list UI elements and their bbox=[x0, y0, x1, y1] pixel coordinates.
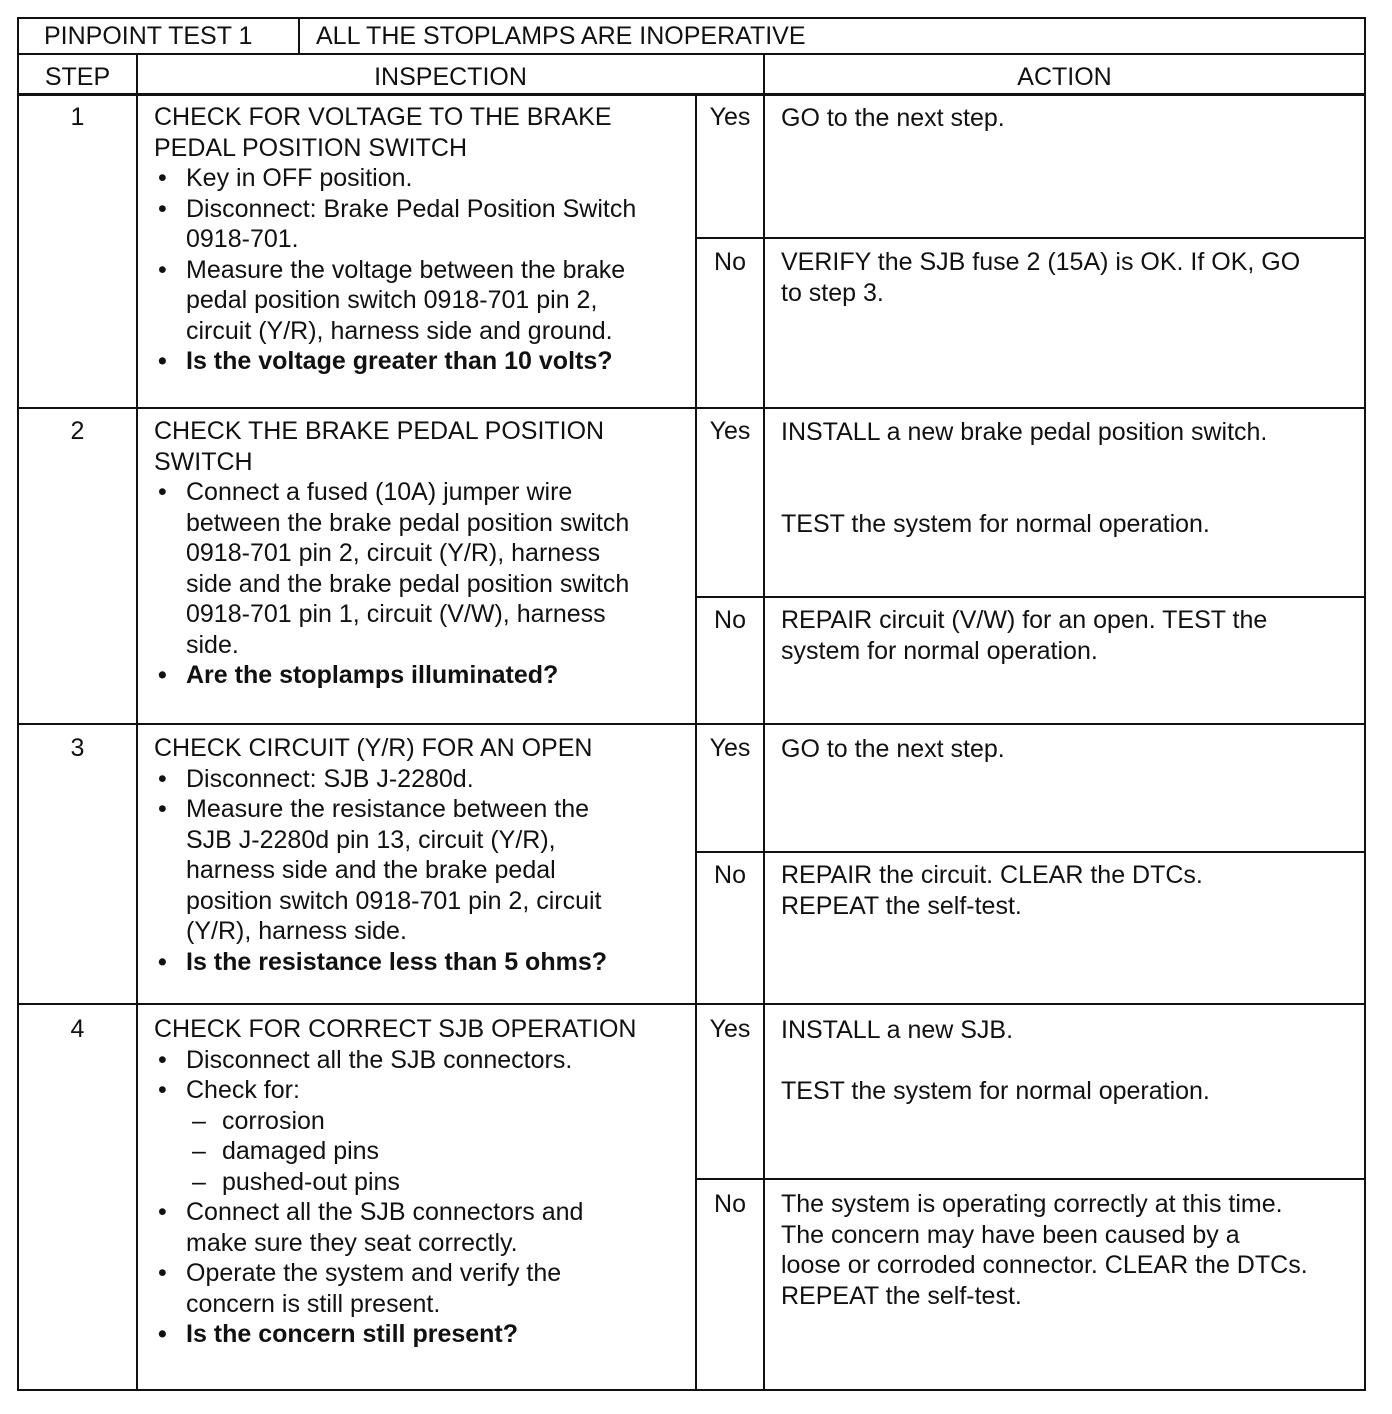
rule-header-bottom bbox=[17, 53, 1366, 55]
inspection-question: • Is the concern still present? bbox=[154, 1319, 636, 1350]
step-inspection bbox=[154, 416, 629, 691]
no-label: No bbox=[714, 248, 746, 276]
step-title-line: CHECK CIRCUIT (Y/R) FOR AN OPEN bbox=[154, 734, 593, 762]
no-label: No bbox=[714, 1190, 746, 1218]
yes-action-followup: TEST the system for normal operation. bbox=[781, 510, 1210, 538]
step-title-line: PEDAL POSITION SWITCH bbox=[154, 133, 468, 162]
inspection-bullet: • Disconnect: SJB J-2280d. bbox=[154, 764, 607, 795]
step-title-line: SWITCH bbox=[154, 447, 253, 476]
inspection-bullet: • Disconnect all the SJB connectors. bbox=[154, 1045, 636, 1076]
yes-label: Yes bbox=[709, 1015, 751, 1043]
no-action: The system is operating correctly at this time. The concern may have been caused by a loose or corroded connector. CLEAR the DTCs. REPEAT the self-test. bbox=[781, 1190, 1308, 1310]
rule-step4-yesno bbox=[696, 1178, 1366, 1180]
no-action: REPAIR the circuit. CLEAR the DTCs. REPEAT the self-test. bbox=[781, 861, 1203, 920]
column-inspection: INSPECTION bbox=[374, 63, 527, 91]
step-number: 4 bbox=[70, 1015, 85, 1043]
column-step: STEP bbox=[44, 63, 111, 91]
yes-action: INSTALL a new SJB. bbox=[781, 1016, 1014, 1044]
rule-colhead-bottom bbox=[17, 93, 1366, 96]
test-title: ALL THE STOPLAMPS ARE INOPERATIVE bbox=[316, 22, 806, 50]
step-title-line: CHECK FOR VOLTAGE TO THE BRAKE bbox=[154, 103, 612, 131]
inspection-bullet: • Measure the voltage between the brake pedal position switch 0918-701 pin 2, circuit (Y/R), harness side and ground. bbox=[154, 255, 636, 347]
check-item: – pushed-out pins bbox=[192, 1167, 636, 1198]
rule-step2-yesno bbox=[696, 596, 1366, 598]
column-action: ACTION bbox=[1017, 63, 1112, 91]
step-title-line: CHECK THE BRAKE PEDAL POSITION bbox=[154, 417, 605, 445]
inspection-bullet: • Key in OFF position. bbox=[154, 163, 636, 194]
no-label: No bbox=[714, 606, 746, 634]
step-title-line: CHECK FOR CORRECT SJB OPERATION bbox=[154, 1015, 637, 1043]
no-action: REPAIR circuit (V/W) for an open. TEST the system for normal operation. bbox=[781, 606, 1268, 665]
inspection-bullet: • Disconnect: Brake Pedal Position Switch 0918-701. bbox=[154, 194, 636, 255]
step-number: 1 bbox=[70, 103, 85, 131]
inspection-bullet: • Operate the system and verify the concern is still present. bbox=[154, 1258, 636, 1319]
step-inspection bbox=[154, 102, 636, 377]
yes-action-followup: TEST the system for normal operation. bbox=[781, 1077, 1210, 1105]
test-id: PINPOINT TEST 1 bbox=[44, 22, 253, 50]
inspection-bullet: • Check for: – corrosion – damaged pins – pushed-out pins bbox=[154, 1075, 636, 1197]
no-action: VERIFY the SJB fuse 2 (15A) is OK. If OK, GO to step 3. bbox=[781, 248, 1301, 307]
yes-action: INSTALL a new brake pedal position switch. bbox=[781, 418, 1268, 446]
yes-label: Yes bbox=[709, 103, 751, 131]
inspection-question: • Are the stoplamps illuminated? bbox=[154, 660, 629, 691]
rule-action-col bbox=[763, 54, 765, 1391]
inspection-bullet: • Connect a fused (10A) jumper wire between the brake pedal position switch 0918-701 pin 2, circuit (Y/R), harness side and the brake pedal position switch 0918-701 pin 1, circuit (V/W), harness side. bbox=[154, 477, 629, 660]
step-inspection bbox=[154, 1014, 636, 1350]
rule-step2-bottom bbox=[17, 723, 1366, 725]
check-item: – corrosion bbox=[192, 1106, 636, 1137]
yes-action: GO to the next step. bbox=[781, 735, 1005, 763]
yes-label: Yes bbox=[709, 734, 751, 762]
step-inspection bbox=[154, 733, 607, 977]
inspection-question: • Is the voltage greater than 10 volts? bbox=[154, 346, 636, 377]
no-label: No bbox=[714, 861, 746, 889]
inspection-bullet: • Measure the resistance between the SJB J-2280d pin 13, circuit (Y/R), harness side and the brake pedal position switch 0918-701 pin 2, circuit (Y/R), harness side. bbox=[154, 794, 607, 947]
inspection-question: • Is the resistance less than 5 ohms? bbox=[154, 947, 607, 978]
rule-step3-bottom bbox=[17, 1003, 1366, 1005]
yes-label: Yes bbox=[709, 417, 751, 445]
rule-step3-yesno bbox=[696, 851, 1366, 853]
rule-step1-yesno bbox=[696, 237, 1366, 239]
inspection-bullet: • Connect all the SJB connectors and make sure they seat correctly. bbox=[154, 1197, 636, 1258]
rule-step-col bbox=[136, 54, 138, 1391]
check-item: – damaged pins bbox=[192, 1136, 636, 1167]
rule-header-divider bbox=[298, 17, 300, 54]
yes-action: GO to the next step. bbox=[781, 104, 1005, 132]
rule-step1-bottom bbox=[17, 407, 1366, 409]
step-number: 2 bbox=[70, 417, 85, 445]
step-number: 3 bbox=[70, 734, 85, 762]
